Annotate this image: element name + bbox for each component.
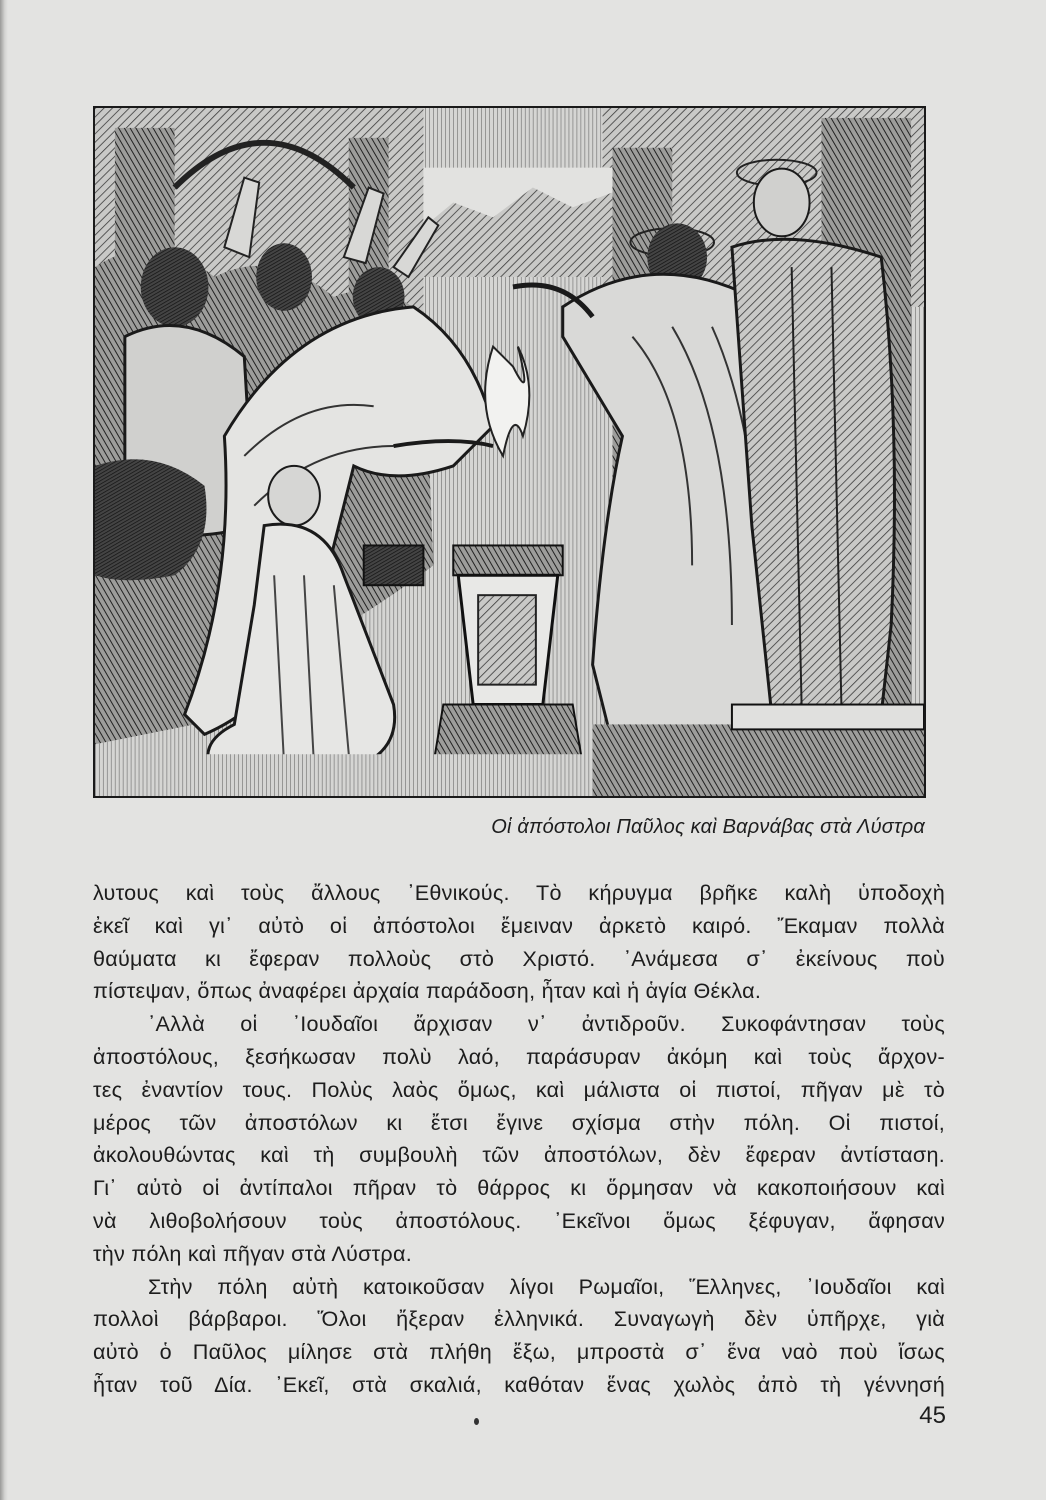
engraving-image (95, 108, 924, 796)
text-line: τὴν πόλη καὶ πῆγαν στὰ Λύστρα. (93, 1240, 412, 1266)
text-line: ἦταν τοῦ Δία. ᾿Εκεῖ, στὰ σκαλιά, καθόταν ἕνας χωλὸς ἀπὸ τὴ γέννησή (93, 1371, 945, 1397)
paragraph-2 (93, 1008, 945, 1270)
engraving-illustration (93, 106, 926, 798)
text-line: ἀποστόλους, ξεσήκωσαν πολὺ λαό, παράσυραν ἀκόμη καὶ τοὺς ἄρχον- (93, 1043, 945, 1069)
text-line: λυτους καὶ τοὺς ἄλλους ᾿Εθνικούς. Τὸ κήρυγμα βρῆκε καλὴ ὑποδοχὴ (93, 880, 945, 905)
ink-speck (474, 1418, 479, 1425)
body-text (93, 877, 945, 1402)
figure-caption: Οἱ ἀπόστολοι Παῦλος καὶ Βαρνάβας στὰ Λύστρα (491, 816, 925, 838)
paragraph-3 (93, 1271, 945, 1402)
text-line: πίστεψαν, ὅπως ἀναφέρει ἀρχαία παράδοση, ἦταν καὶ ἡ ἁγία Θέκλα. (93, 978, 762, 1004)
text-line: μέρος τῶν ἀποστόλων κι ἔτσι ἔγινε σχίσμα στὴν πόλη. Οἱ πιστοί, (93, 1109, 945, 1135)
paragraph-1 (93, 877, 945, 1008)
text-line: πολλοὶ βάρβαροι. Ὅλοι ἤξεραν ἑλληνικά. Συναγωγὴ δὲν ὑπῆρχε, γιὰ (93, 1306, 945, 1332)
text-line: θαύματα κι ἔφεραν πολλοὺς στὸ Χριστό. ᾿Ανάμεσα σ᾿ ἐκείνους ποὺ (93, 945, 945, 971)
text-line: ἐκεῖ καὶ γι᾿ αὐτὸ οἱ ἀπόστολοι ἔμειναν ἀρκετὸ καιρό. Ἔκαμαν πολλὰ (93, 912, 945, 938)
text-line: ᾿Αλλὰ οἱ ᾿Ιουδαῖοι ἄρχισαν ν᾿ ἀντιδροῦν. Συκοφάντησαν τοὺς (148, 1011, 945, 1037)
text-line: τες ἐναντίον τους. Πολὺς λαὸς ὅμως, καὶ μάλιστα οἱ πιστοί, πῆγαν μὲ τὸ (93, 1076, 945, 1102)
text-line: Στὴν πόλη αὐτὴ κατοικοῦσαν λίγοι Ρωμαῖοι, Ἕλληνες, ᾿Ιουδαῖοι καὶ (148, 1273, 945, 1299)
text-line: αὐτὸ ὁ Παῦλος μίλησε στὰ πλήθη ἔξω, μπροστὰ σ᾿ ἕνα ναὸ ποὺ ἴσως (93, 1339, 945, 1365)
page-number: 45 (919, 1402, 946, 1429)
page-edge (0, 0, 8, 1500)
text-line: νὰ λιθοβολήσουν τοὺς ἀποστόλους. ᾿Εκεῖνοι ὅμως ξέφυγαν, ἄφησαν (93, 1207, 945, 1233)
text-line: ἀκολουθώντας καὶ τὴ συμβουλὴ τῶν ἀποστόλων, δὲν ἔφεραν ἀντίσταση. (93, 1142, 945, 1168)
text-line: Γι᾿ αὐτὸ οἱ ἀντίπαλοι πῆραν τὸ θάρρος κι ὅρμησαν νὰ κακοποιήσουν καὶ (93, 1175, 945, 1201)
